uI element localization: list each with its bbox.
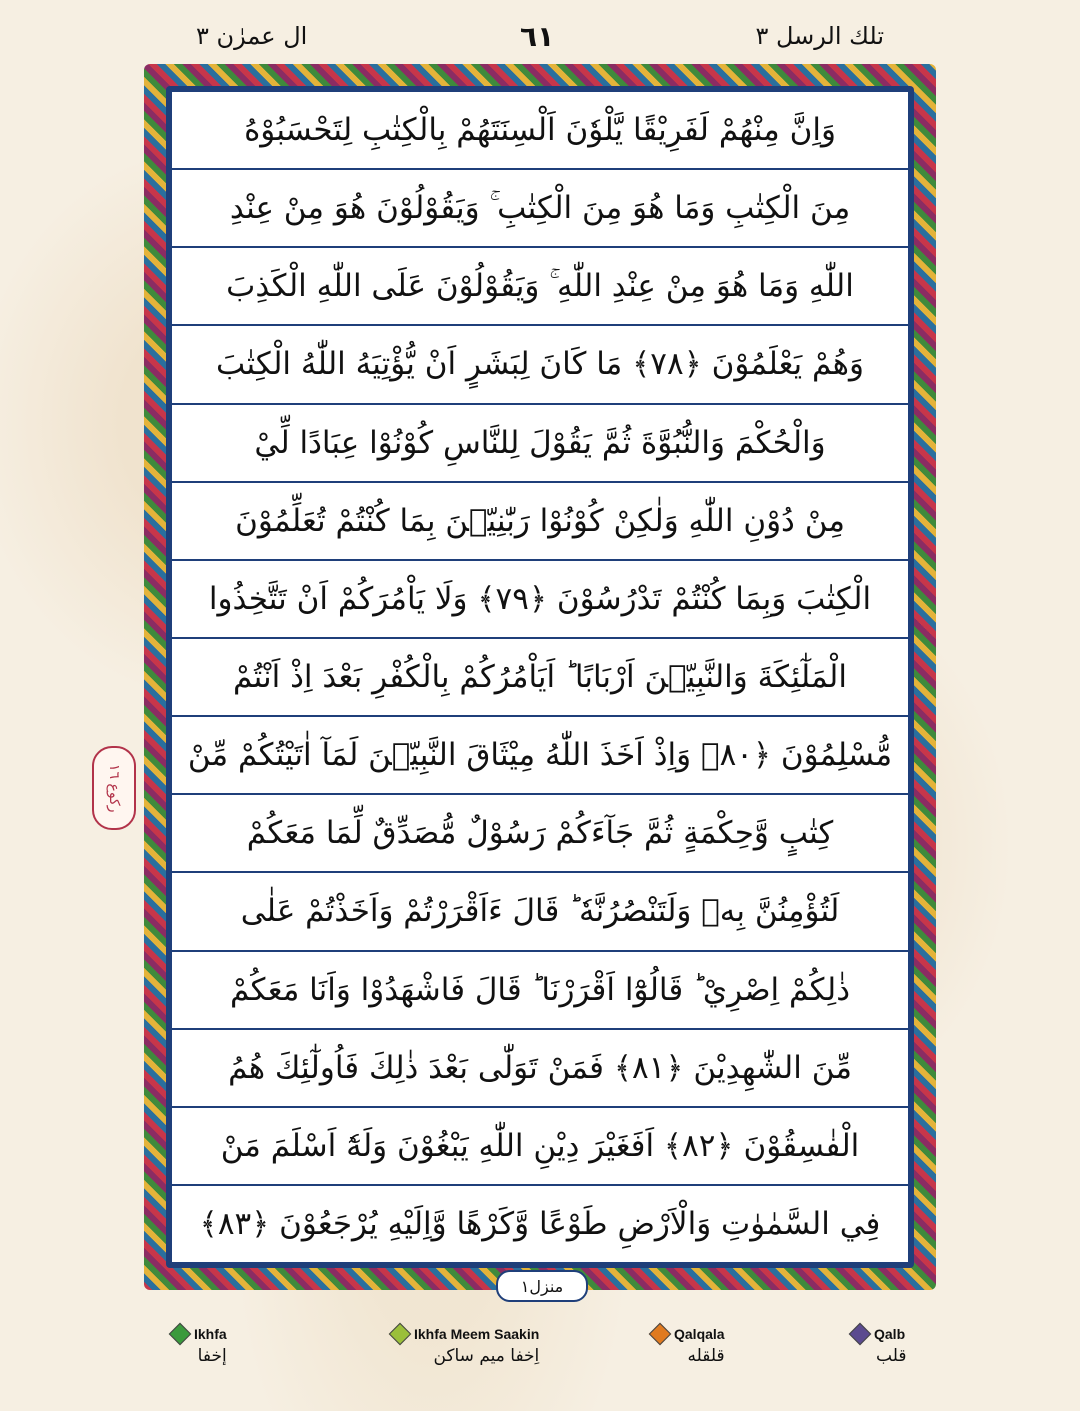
legend-ikhfa-meem-saakin (392, 1326, 539, 1366)
diamond-icon (389, 1323, 412, 1346)
header-surah-name: ال عمرٰن ٣ (196, 22, 308, 50)
ornamental-border (144, 64, 936, 1290)
text-line: كِتٰبٍ وَّحِكْمَةٍ ثُمَّ جَآءَكُمْ رَسُوْلٌ مُّصَدِّقٌ لِّمَا مَعَكُمْ (172, 795, 908, 873)
text-line: لَتُؤْمِنُنَّ بِهٖ وَلَتَنْصُرُنَّهٗ ؕ قَالَ ءَاَقْرَرْتُمْ وَاَخَذْتُمْ عَلٰى (172, 873, 908, 951)
ruku-marker: رکوع ١٦ (92, 746, 136, 830)
legend-qalqala (652, 1326, 725, 1366)
diamond-icon (649, 1323, 672, 1346)
text-line: فِي السَّمٰوٰتِ وَالْاَرْضِ طَوْعًا وَّكَرْهًا وَّاِلَيْهِ يُرْجَعُوْنَ ﴿٨٣﴾ (199, 1206, 881, 1243)
text-line: مِنَ الْكِتٰبِ وَمَا هُوَ مِنَ الْكِتٰبِ ۚ وَيَقُوْلُوْنَ هُوَ مِنْ عِنْدِ (172, 170, 908, 248)
quran-text-panel (172, 92, 908, 1262)
text-line: وَاِنَّ مِنْهُمْ لَفَرِيْقًا يَّلْوٗنَ اَلْسِنَتَهُمْ بِالْكِتٰبِ لِتَحْسَبُوْهُ (172, 92, 908, 170)
text-line: وَهُمْ يَعْلَمُوْنَ ﴿٧٨﴾ مَا كَانَ لِبَشَرٍ اَنْ يُّؤْتِيَهُ اللّٰهُ الْكِتٰبَ (172, 326, 908, 404)
legend-label-ar: إخفا (197, 1346, 227, 1366)
legend-ikhfa (172, 1326, 227, 1366)
diamond-icon (849, 1323, 872, 1346)
page-number: ٦١ (520, 20, 555, 53)
manzil-marker: منزل١ (496, 1270, 588, 1302)
text-line: الْمَلٰٓئِكَةَ وَالنَّبِيّٖنَ اَرْبَابًا ؕ اَيَاْمُرُكُمْ بِالْكُفْرِ بَعْدَ اِذْ اَنْتُمْ (172, 639, 908, 717)
text-line: ذٰلِكُمْ اِصْرِيْ ؕ قَالُوْٓا اَقْرَرْنَا ؕ قَالَ فَاشْهَدُوْا وَاَنَا مَعَكُمْ (172, 952, 908, 1030)
text-line: وَالْحُكْمَ وَالنُّبُوَّةَ ثُمَّ يَقُوْلَ لِلنَّاسِ كُوْنُوْا عِبَادًا لِّيْ (172, 405, 908, 483)
legend-label-en: Qalb (874, 1326, 906, 1342)
text-line: الْفٰسِقُوْنَ ﴿٨٢﴾ اَفَغَيْرَ دِيْنِ اللّٰهِ يَبْغُوْنَ وَلَهٗٓ اَسْلَمَ مَنْ (172, 1108, 908, 1186)
legend-label-en: Ikhfa (194, 1326, 227, 1342)
text-line: مُّسْلِمُوْنَ ﴿٨٠﴾ وَاِذْ اَخَذَ اللّٰهُ مِيْثَاقَ النَّبِيّٖنَ لَمَآ اٰتَيْتُكُمْ مِّنْ (172, 717, 908, 795)
legend-label-ar: قلقله (687, 1346, 725, 1366)
header-juz-name: تلك الرسل ٣ (755, 22, 884, 50)
border-inner (166, 86, 914, 1268)
text-line: مِّنَ الشّٰهِدِيْنَ ﴿٨١﴾ فَمَنْ تَوَلّٰى بَعْدَ ذٰلِكَ فَاُولٰٓئِكَ هُمُ (172, 1030, 908, 1108)
text-line: الْكِتٰبَ وَبِمَا كُنْتُمْ تَدْرُسُوْنَ ﴿٧٩﴾ وَلَا يَاْمُرَكُمْ اَنْ تَتَّخِذُوا (172, 561, 908, 639)
legend-label-ar: قلب (876, 1346, 907, 1366)
legend-label-en: Qalqala (674, 1326, 725, 1342)
diamond-icon (169, 1323, 192, 1346)
text-line: اللّٰهِ وَمَا هُوَ مِنْ عِنْدِ اللّٰهِ ۚ وَيَقُوْلُوْنَ عَلَى اللّٰهِ الْكَذِبَ (172, 248, 908, 326)
text-line: مِنْ دُوْنِ اللّٰهِ وَلٰكِنْ كُوْنُوْا رَبّٰنِيّٖنَ بِمَا كُنْتُمْ تُعَلِّمُوْنَ (172, 483, 908, 561)
legend-qalb (852, 1326, 906, 1366)
legend-label-en: Ikhfa Meem Saakin (414, 1326, 540, 1342)
legend-label-ar: اِخفا میم ساکن (433, 1346, 540, 1366)
